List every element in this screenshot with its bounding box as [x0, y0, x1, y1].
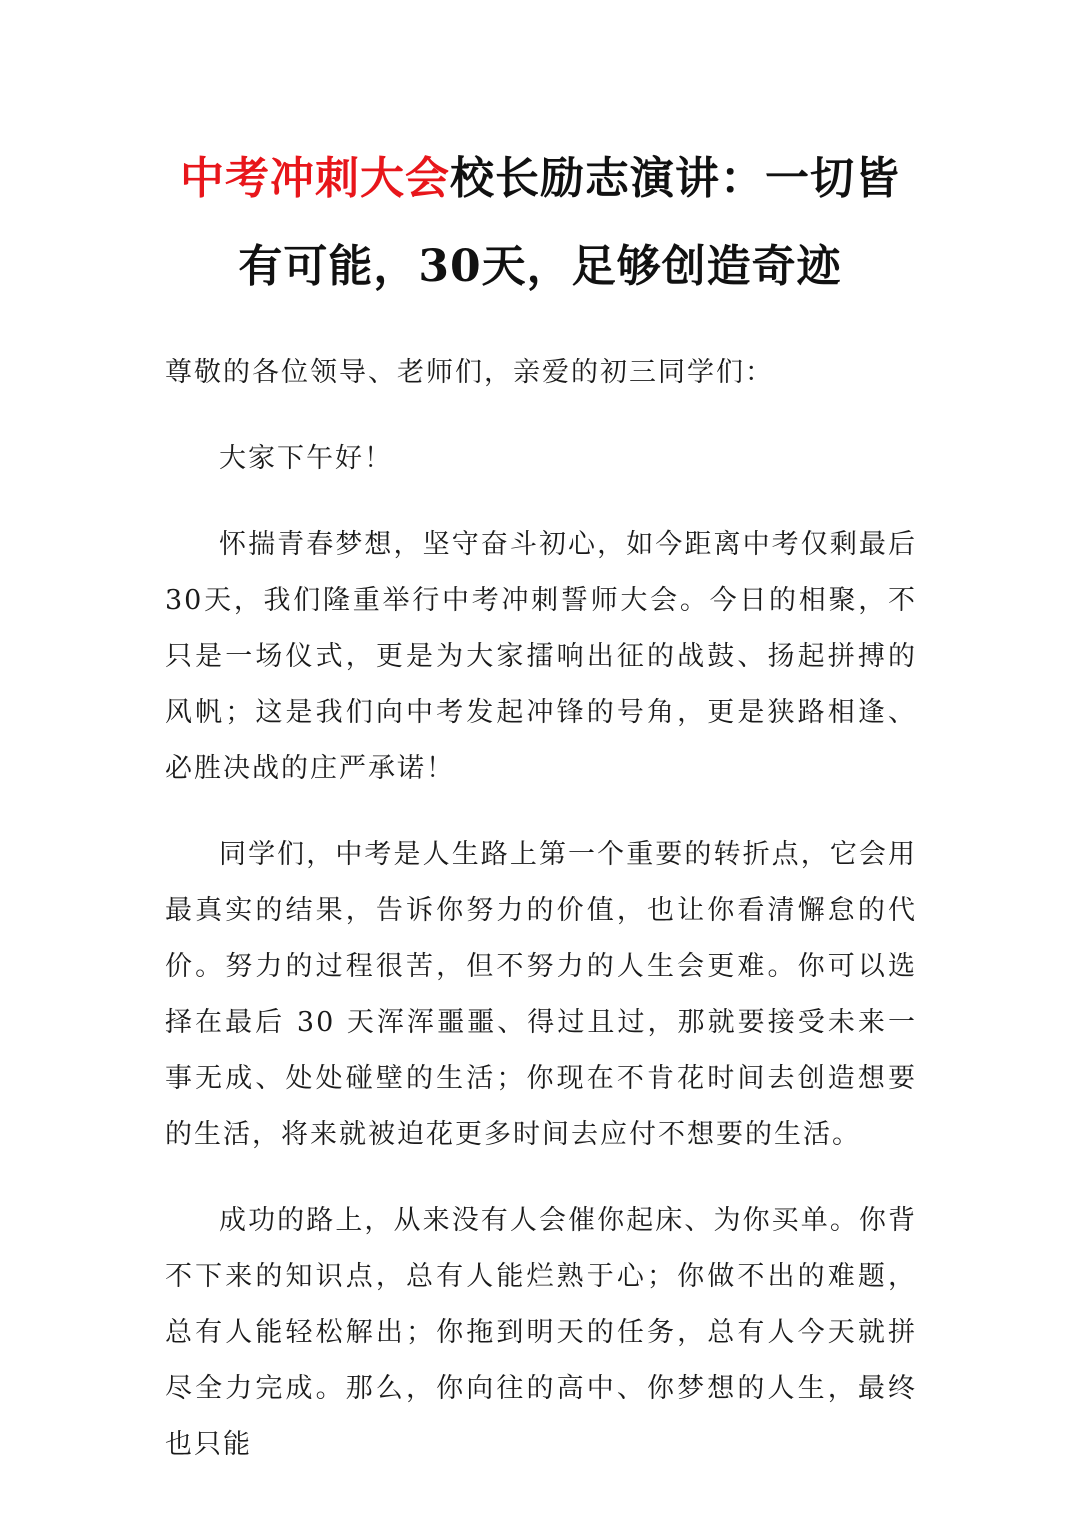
title-accent: 中考冲刺大会: [180, 153, 450, 204]
paragraph-3: 成功的路上，从来没有人会催你起床、为你买单。你背不下来的知识点，总有人能烂熟于心；你做不出的难题，总有人能轻松解出；你拖到明天的任务，总有人今天就拼尽全力完成。那么，你向往的高中、你梦想的人生，最终也只能: [165, 1205, 917, 1460]
paragraph-1: 怀揣青春梦想，坚守奋斗初心，如今距离中考仅剩最后30天，我们隆重举行中考冲刺誓师大会。今日的相聚，不只是一场仪式，更是为大家擂响出征的战鼓、扬起拼搏的风帆；这是我们向中考发起冲锋的号角，更是狭路相逢、必胜决战的庄严承诺！: [165, 529, 917, 784]
greeting: 大家下午好！: [219, 443, 393, 474]
document-body: [165, 345, 917, 1503]
salutation: 尊敬的各位领导、老师们，亲爱的初三同学们：: [165, 357, 774, 388]
page-title: [160, 135, 920, 311]
title-rest: 校长励志演讲：一切皆有可能，30天，足够创造奇迹: [238, 153, 900, 292]
paragraph-2: 同学们，中考是人生路上第一个重要的转折点，它会用最真实的结果，告诉你努力的价值，也让你看清懈怠的代价。努力的过程很苦，但不努力的人生会更难。你可以选择在最后 30 天浑浑噩噩、得过且过，那就要接受未来一事无成、处处碰壁的生活；你现在不肯花时间去创造想要的生活，将来就被迫花更多时间去应付不想要的生活。: [165, 839, 917, 1150]
